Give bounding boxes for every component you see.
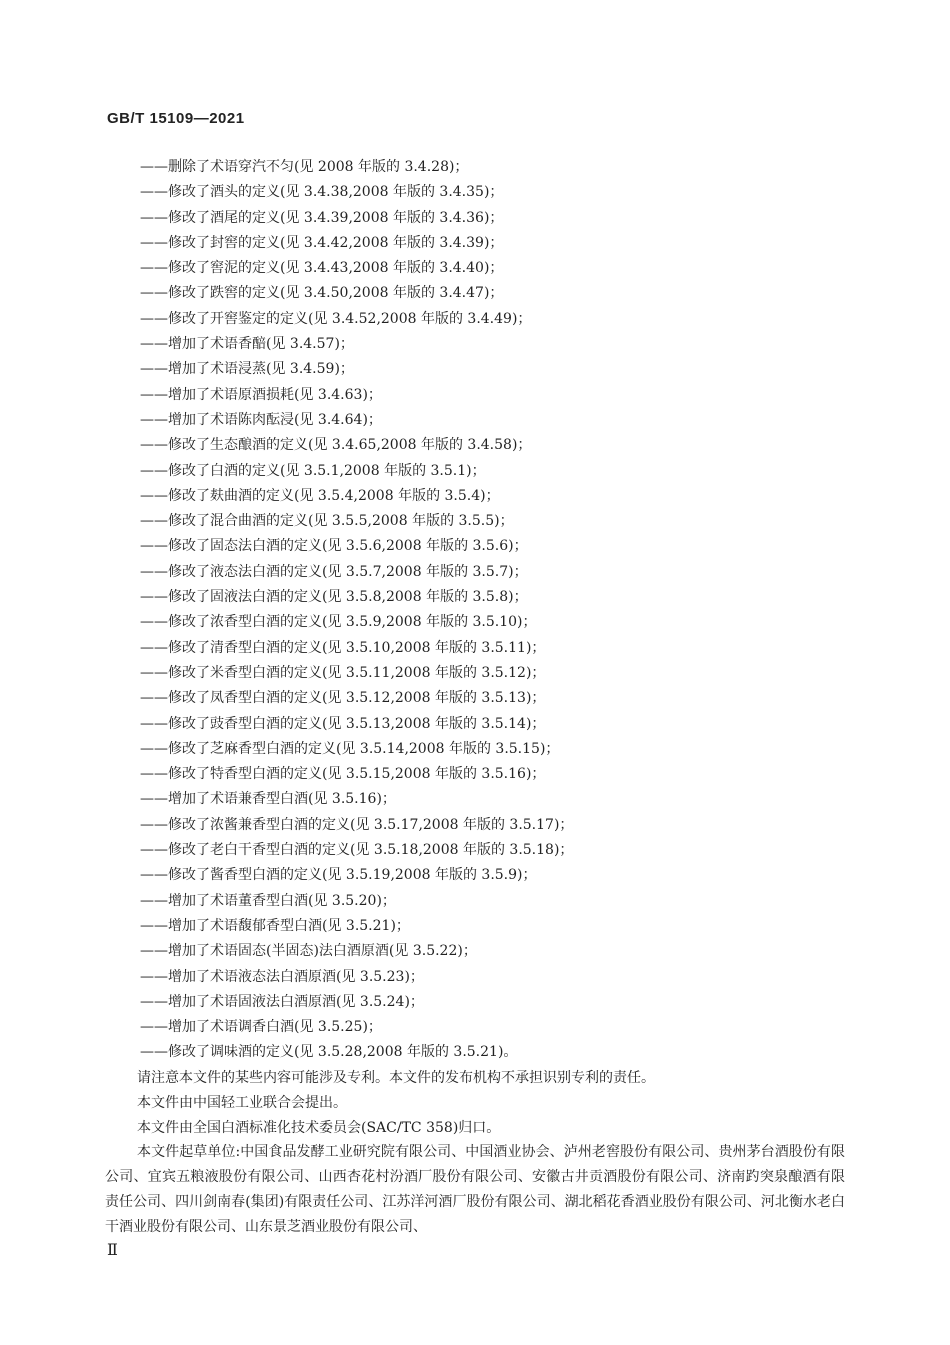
change-item: ——修改了白酒的定义(见 3.5.1,2008 年版的 3.5.1)； (140, 462, 486, 479)
change-item: ——增加了术语董香型白酒(见 3.5.20)； (140, 892, 396, 909)
change-item: ——修改了固液法白酒的定义(见 3.5.8,2008 年版的 3.5.8)； (140, 589, 528, 606)
change-item: ——增加了术语固态(半固态)法白酒原酒(见 3.5.22)； (140, 943, 477, 960)
change-item: ——增加了术语兼香型白酒(见 3.5.16)； (140, 791, 396, 808)
change-item: ——修改了混合曲酒的定义(见 3.5.5,2008 年版的 3.5.5)； (140, 513, 514, 530)
change-item: ——修改了开窖鉴定的定义(见 3.4.52,2008 年版的 3.4.49)； (140, 310, 532, 327)
change-item: ——修改了芝麻香型白酒的定义(见 3.5.14,2008 年版的 3.5.15)； (140, 740, 560, 757)
change-item: ——修改了特香型白酒的定义(见 3.5.15,2008 年版的 3.5.16)； (140, 766, 546, 783)
change-item: ——修改了跌窖的定义(见 3.4.50,2008 年版的 3.4.47)； (140, 285, 504, 302)
change-item: ——修改了凤香型白酒的定义(见 3.5.12,2008 年版的 3.5.13)； (140, 690, 546, 707)
change-item: ——修改了酒头的定义(见 3.4.38,2008 年版的 3.4.35)； (140, 184, 504, 201)
change-item: ——修改了酒尾的定义(见 3.4.39,2008 年版的 3.4.36)； (140, 209, 504, 226)
change-item: ——修改了浓香型白酒的定义(见 3.5.9,2008 年版的 3.5.10)； (140, 614, 537, 631)
change-item: ——增加了术语浸蒸(见 3.4.59)； (140, 361, 354, 378)
change-item: ——修改了麸曲酒的定义(见 3.5.4,2008 年版的 3.5.4)； (140, 487, 500, 504)
change-item: ——修改了浓酱兼香型白酒的定义(见 3.5.17,2008 年版的 3.5.17)； (140, 816, 574, 833)
change-item: ——修改了窖泥的定义(见 3.4.43,2008 年版的 3.4.40)； (140, 260, 504, 277)
change-item: ——增加了术语香醅(见 3.4.57)； (140, 336, 354, 353)
proposed-by: 本文件由中国轻工业联合会提出。 (137, 1095, 347, 1111)
change-item: ——修改了调味酒的定义(见 3.5.28,2008 年版的 3.5.21)。 (140, 1044, 518, 1061)
change-item: ——修改了老白干香型白酒的定义(见 3.5.18,2008 年版的 3.5.18)； (140, 842, 574, 859)
change-item: ——修改了酱香型白酒的定义(见 3.5.19,2008 年版的 3.5.9)； (140, 867, 537, 884)
change-item: ——修改了生态酿酒的定义(见 3.4.65,2008 年版的 3.4.58)； (140, 437, 532, 454)
change-item: ——增加了术语馥郁香型白酒(见 3.5.21)； (140, 917, 410, 934)
change-item: ——增加了术语调香白酒(见 3.5.25)； (140, 1019, 382, 1036)
change-item: ——增加了术语陈肉酝浸(见 3.4.64)； (140, 411, 382, 428)
centralized-by: 本文件由全国白酒标准化技术委员会(SAC/TC 358)归口。 (137, 1120, 501, 1136)
change-item: ——修改了液态法白酒的定义(见 3.5.7,2008 年版的 3.5.7)； (140, 563, 528, 580)
page-number: Ⅱ (107, 1242, 118, 1259)
change-item: ——修改了豉香型白酒的定义(见 3.5.13,2008 年版的 3.5.14)； (140, 715, 546, 732)
changes-list (140, 155, 860, 1066)
change-item: ——增加了术语固液法白酒原酒(见 3.5.24)； (140, 993, 424, 1010)
change-item: ——删除了术语穿汽不匀(见 2008 年版的 3.4.28)； (140, 159, 469, 175)
change-item: ——修改了封窖的定义(见 3.4.42,2008 年版的 3.4.39)； (140, 234, 504, 251)
standard-code-header: GB/T 15109—2021 (107, 110, 245, 127)
change-item: ——增加了术语液态法白酒原酒(见 3.5.23)； (140, 968, 424, 985)
patent-notice: 请注意本文件的某些内容可能涉及专利。本文件的发布机构不承担识别专利的责任。 (137, 1070, 655, 1086)
change-item: ——修改了米香型白酒的定义(见 3.5.11,2008 年版的 3.5.12)； (140, 664, 546, 681)
change-item: ——增加了术语原酒损耗(见 3.4.63)； (140, 386, 382, 403)
drafting-units: 本文件起草单位:中国食品发酵工业研究院有限公司、中国酒业协会、泸州老窖股份有限公司、贵州茅台酒股份有限公司、宜宾五粮液股份有限公司、山西杏花村汾酒厂股份有限公司、安徽古井贡酒股份有限公司、济南趵突泉酿酒有限责任公司、四川剑南春(集团)有限责任公司、江苏洋河酒厂股份有限公司、湖北稻花香酒业股份有限公司、河北衡水老白干酒业股份有限公司、山东景芝酒业股份有限公司、 (105, 1144, 845, 1235)
change-item: ——修改了清香型白酒的定义(见 3.5.10,2008 年版的 3.5.11)； (140, 639, 546, 656)
change-item: ——修改了固态法白酒的定义(见 3.5.6,2008 年版的 3.5.6)； (140, 538, 528, 555)
